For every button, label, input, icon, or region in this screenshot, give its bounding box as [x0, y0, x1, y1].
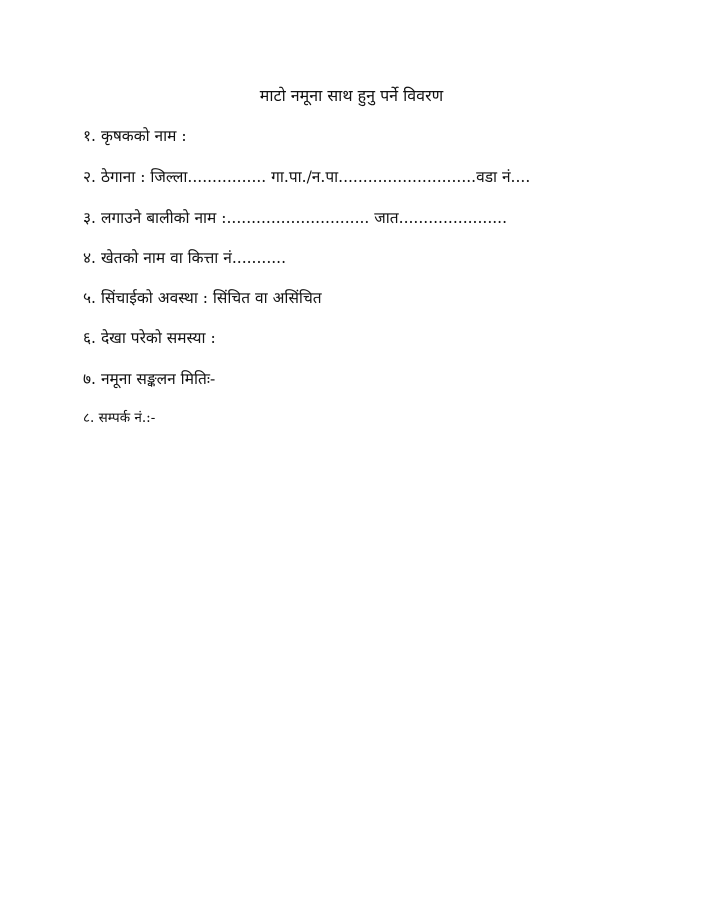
field-label: कृषकको नाम :: [100, 127, 187, 145]
field-number: ३.: [83, 209, 96, 227]
field-farmer-name: [83, 124, 187, 148]
field-number: ६.: [83, 329, 96, 347]
field-label: लगाउने बालीको नाम :............................. जात......................: [100, 209, 508, 227]
field-label: नमूना सङ्कलन मितिः-: [100, 370, 216, 388]
field-label: सिंचाईको अवस्था : सिंचित वा असिंचित: [100, 289, 322, 307]
field-number: ५.: [83, 289, 96, 307]
field-observed-problem: [83, 326, 216, 350]
field-collection-date: [83, 367, 215, 391]
field-number: ४.: [83, 249, 96, 267]
field-number: १.: [83, 127, 96, 145]
field-number: ७.: [83, 370, 96, 388]
field-contact-number: [83, 406, 155, 430]
field-label: देखा परेको समस्या :: [100, 329, 216, 347]
field-plot-number: [83, 246, 286, 270]
field-number: २.: [83, 168, 96, 186]
document-title: माटो नमूना साथ हुनु पर्ने विवरण: [259, 86, 444, 105]
field-crop-name: [83, 206, 507, 230]
field-label: ठेगाना : जिल्ला................ गा.पा./न.पा............................वडा नं....: [100, 168, 531, 186]
field-label: खेतको नाम वा कित्ता नं...........: [100, 249, 287, 267]
field-irrigation-status: [83, 286, 322, 310]
field-address: [83, 165, 530, 189]
field-label: सम्पर्क नं.:-: [98, 410, 156, 426]
field-number: ८.: [83, 410, 95, 426]
